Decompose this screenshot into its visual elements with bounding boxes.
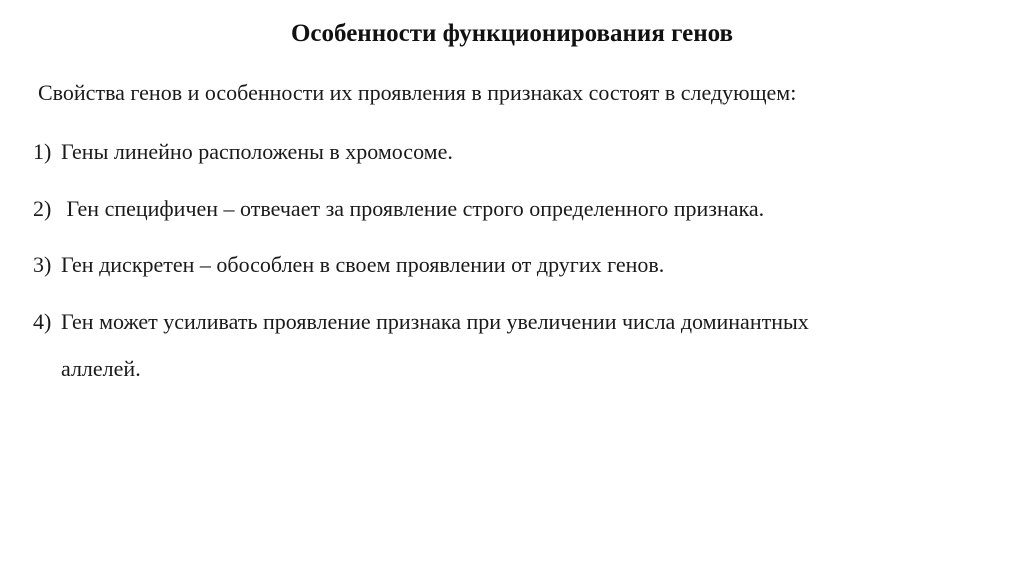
intro-text: Свойства генов и особенности их проявления в признаках состоят в следующем:: [38, 80, 797, 105]
list-item: [33, 302, 809, 342]
list-item-number: 4): [33, 309, 52, 334]
list-item-text: Гены линейно расположены в хромосоме.: [61, 139, 453, 164]
list-item-text: Ген специфичен – отвечает за проявление строго определенного признака.: [61, 196, 765, 221]
list-item: [33, 189, 764, 229]
list-item-continuation: аллелей.: [61, 356, 141, 381]
list-item: [33, 245, 664, 285]
list-item-text: Ген дискретен – обособлен в своем проявлении от других генов.: [61, 252, 665, 277]
list-item-number: 2): [33, 196, 52, 221]
list-item-text: Ген может усиливать проявление признака при увеличении числа доминантных: [61, 309, 809, 334]
list-item-number: 3): [33, 252, 52, 277]
slide-title: Особенности функционирования генов: [290, 20, 734, 47]
list-item: [33, 132, 453, 172]
list-item-number: 1): [33, 139, 52, 164]
